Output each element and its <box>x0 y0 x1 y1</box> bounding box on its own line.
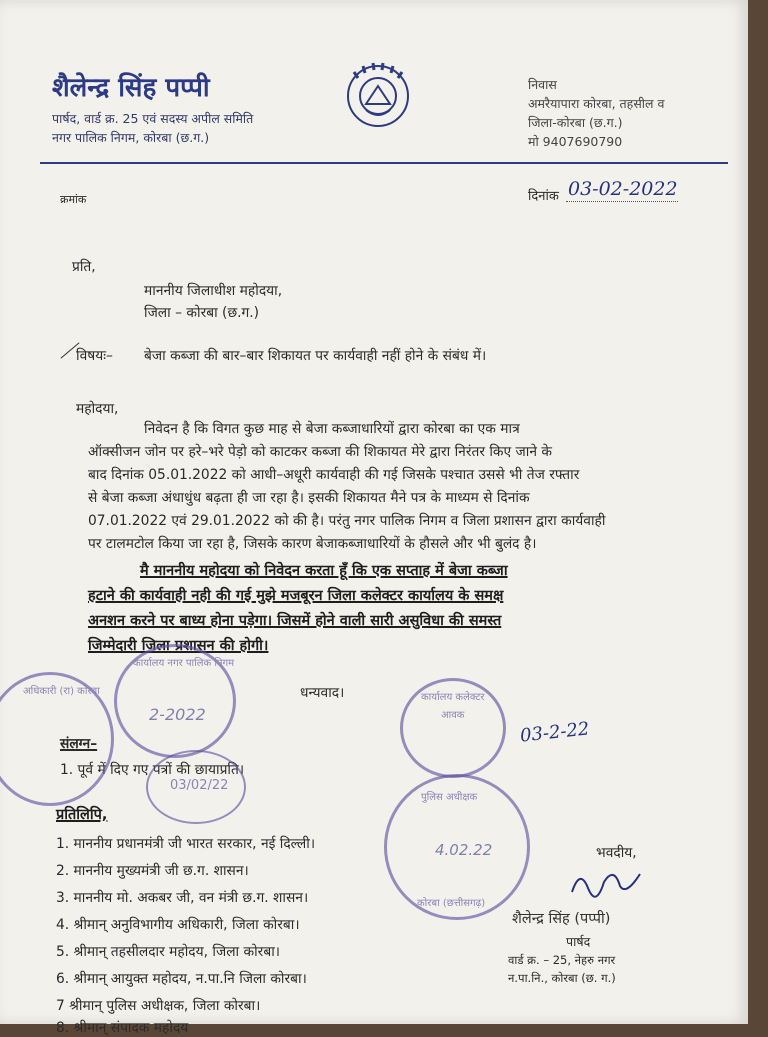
subject-text: बेजा कब्जा की बार–बार शिकायत पर कार्यवाही नहीं होने के संबंध में। <box>144 348 487 364</box>
adhikari-stamp: अधिकारी (रा) कोरबा <box>0 672 114 806</box>
copy-item: 6. श्रीमान् आयुक्त महोदय, न.पा.नि जिला कोरबा। <box>56 971 307 987</box>
copies-label: प्रतिलिपि, <box>56 807 108 823</box>
date-line <box>566 201 678 202</box>
salutation: महोदया, <box>76 401 119 417</box>
copy-item: 1. माननीय प्रधानमंत्री जी भारत सरकार, नई दिल्ली। <box>56 836 316 852</box>
body-line-6: पर टालमटोल किया जा रहा है, जिसके कारण बेजाकब्जाधारियों के हौसले और भी बुलंद है। <box>88 536 537 552</box>
copy-item: 3. माननीय मो. अकबर जी, वन मंत्री छ.ग. शासन। <box>56 890 309 906</box>
phone-number: मो 9407690790 <box>528 134 623 149</box>
left-date-stamp: 03/02/22 <box>146 750 246 824</box>
date-handwritten: 03-02-2022 <box>568 178 678 200</box>
collector-date-handwritten: 03-2-22 <box>519 718 591 747</box>
collector-stamp: कार्यालय कलेक्टर आवक <box>400 678 506 778</box>
signature-scribble <box>566 862 646 906</box>
nagar-palik-stamp: कार्यालय नगर पालिक निगम 2-2022 <box>114 644 236 758</box>
copy-item: 4. श्रीमान् अनुविभागीय अधिकारी, जिला कोरबा। <box>56 917 300 933</box>
copy-item: 2. माननीय मुख्यमंत्री जी छ.ग. शासन। <box>56 863 249 879</box>
bold-line-1: मै माननीय महोदया को निवेदन करता हूँ कि एक सप्ताह में बेजा कब्जा <box>140 563 508 579</box>
police-stamp: पुलिस अधीक्षक कोरबा (छत्तीसगढ़) 4.02.22 <box>384 774 530 920</box>
address-label: निवास <box>528 77 557 92</box>
date-label: दिनांक <box>528 189 559 204</box>
bold-line-3: अनशन करने पर बाध्य होना पड़ेगा। जिसमें होने वाली सारी असुविधा की समस्त <box>88 613 502 629</box>
thanks-text: धन्यवाद। <box>300 685 345 701</box>
body-line-2: ऑक्सीजन जोन पर हरे–भरे पेड़ो को काटकर कब्जा की शिकायत मेरे द्वारा निरंतर किए जाने के <box>88 444 552 460</box>
emblem-logo <box>336 58 420 142</box>
reference-number-label: क्रमांक <box>60 193 87 206</box>
copy-item: 7 श्रीमान् पुलिस अधीक्षक, जिला कोरबा। <box>56 998 261 1014</box>
signatory-org: न.पा.नि., कोरबा (छ. ग.) <box>508 971 616 985</box>
address-line-1: अमरैयापारा कोरबा, तहसील व <box>528 96 665 111</box>
body-line-3: बाद दिनांक 05.01.2022 को आधी–अधूरी कार्यवाही की गई जिसके पश्चात उससे भी तेज रफ्तार <box>88 467 580 483</box>
body-line-4: से बेजा कब्जा अंधाधुंध बढ़ता ही जा रहा है। इसकी शिकायत मैने पत्र के माध्यम से दिनांक <box>88 490 530 506</box>
signatory-name: शैलेन्द्र सिंह (पप्पी) <box>512 911 611 927</box>
to-label: प्रति, <box>72 259 96 275</box>
enclosure-label: संलग्न– <box>60 736 98 752</box>
recipient-district: जिला – कोरबा (छ.ग.) <box>144 305 260 321</box>
closing-bhavdiya: भवदीय, <box>596 845 637 861</box>
bold-line-4: जिम्मेदारी जिला प्रशासन की होगी। <box>88 638 269 654</box>
sender-organization: नगर पालिक निगम, कोरबा (छ.ग.) <box>52 130 210 145</box>
sender-designation: पार्षद, वार्ड क्र. 25 एवं सदस्य अपील समिति <box>52 111 254 126</box>
recipient-title: माननीय जिलाधीश महोदया, <box>144 283 283 299</box>
signatory-title: पार्षद <box>566 934 591 949</box>
copy-item: 8. श्रीमान् संपादक महोदय <box>56 1020 189 1036</box>
signatory-ward: वार्ड क्र. – 25, नेहरु नगर <box>508 953 616 967</box>
copy-item: 5. श्रीमान् तहसीलदार महोदय, जिला कोरबा। <box>56 944 280 960</box>
address-line-2: जिला-कोरबा (छ.ग.) <box>528 115 623 130</box>
letterhead-divider <box>40 162 728 164</box>
body-line-5: 07.01.2022 एवं 29.01.2022 को की है। परंतु नगर पालिक निगम व जिला प्रशासन द्वारा कार्यवाही <box>88 513 606 529</box>
bold-line-2: हटाने की कार्यवाही नही की गई मुझे मजबूरन जिला कलेक्टर कार्यालय के समक्ष <box>88 588 504 604</box>
sender-name: शैलेन्द्र सिंह पप्पी <box>52 73 210 103</box>
enclosure-item: 1. पूर्व में दिए गए पत्रों की छायाप्रति। <box>60 762 245 778</box>
body-line-1: निवेदन है कि विगत कुछ माह से बेजा कब्जाधारियों द्वारा कोरबा का एक मात्र <box>144 421 520 437</box>
subject-label: विषयः– <box>76 348 113 364</box>
